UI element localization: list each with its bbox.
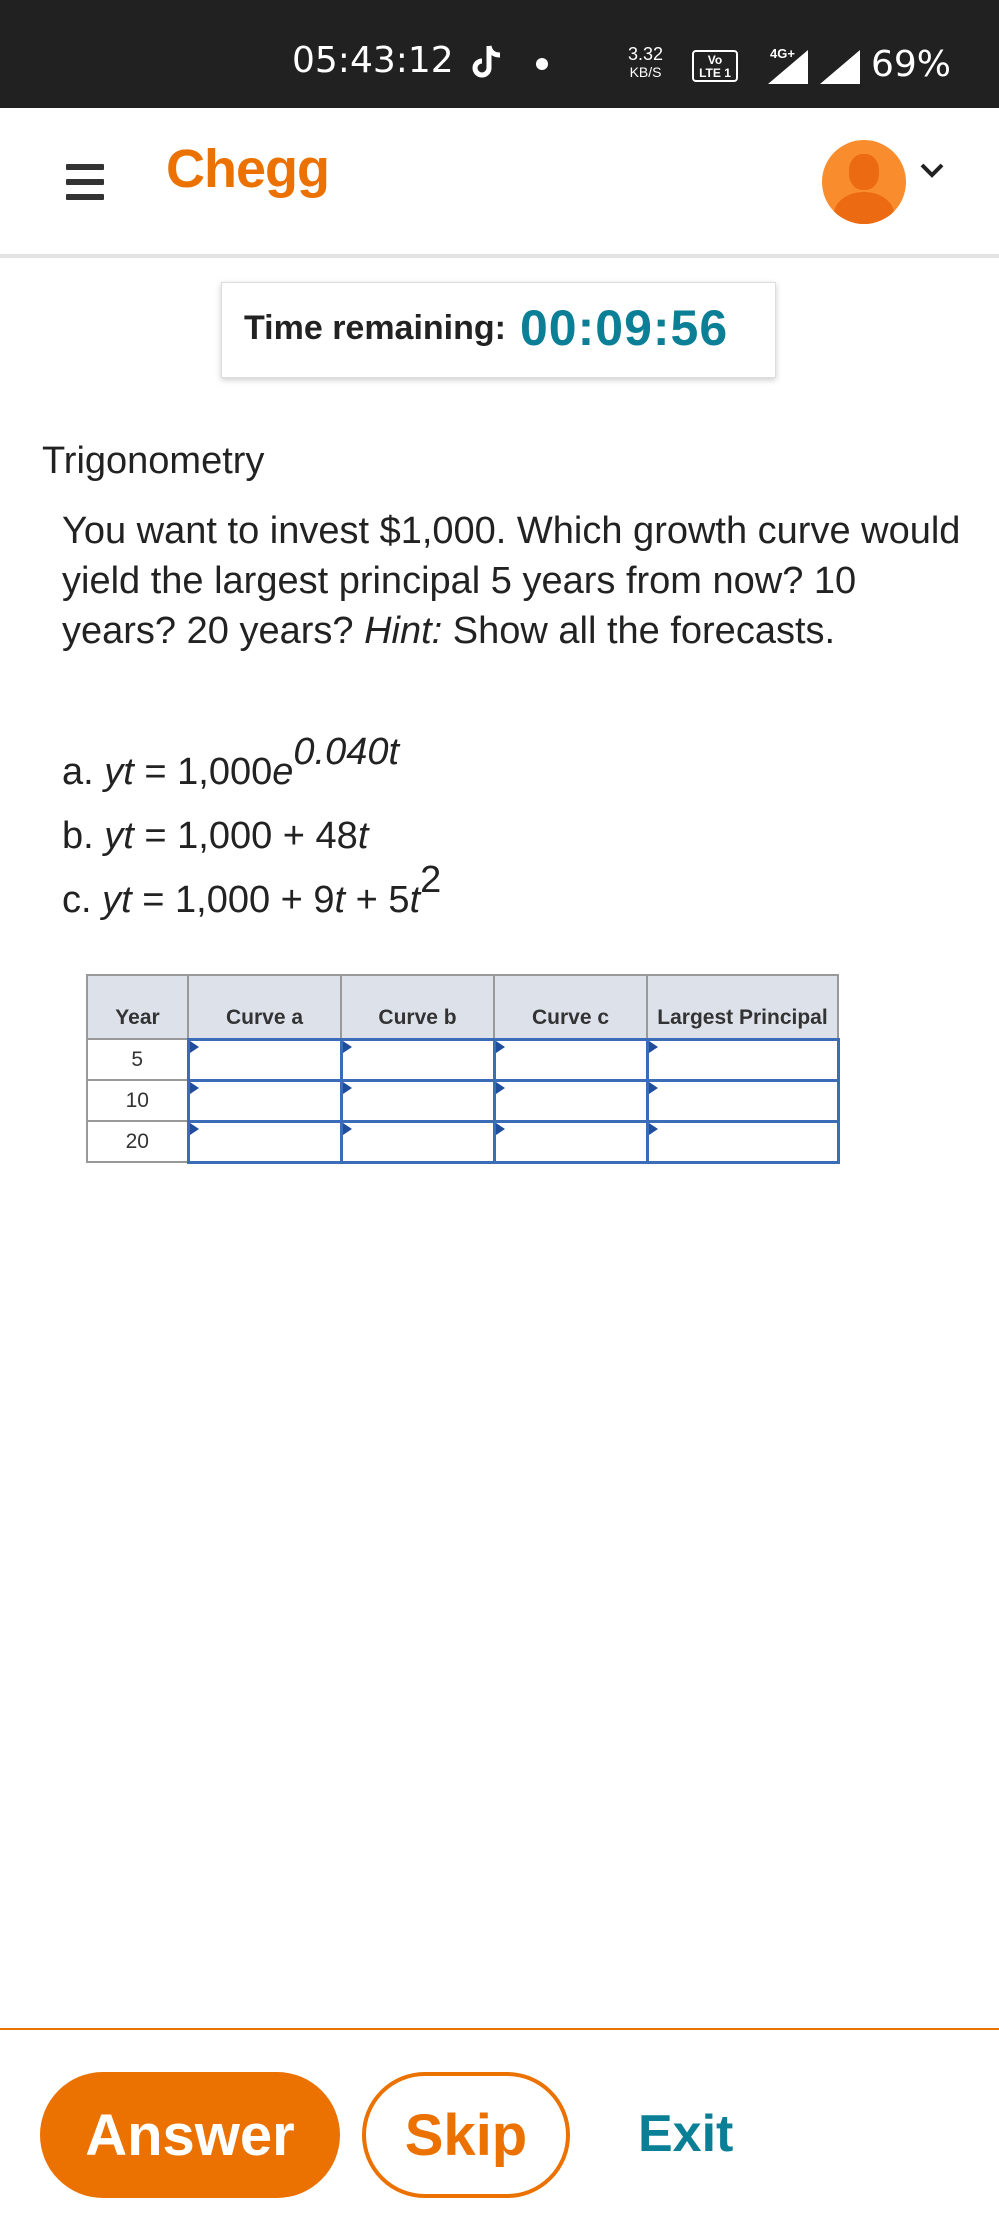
volte-icon: Vo LTE 1 bbox=[692, 50, 738, 82]
year-cell: 10 bbox=[87, 1080, 188, 1121]
header-largest-principal: Largest Principal bbox=[647, 975, 838, 1039]
largest-principal-input[interactable] bbox=[647, 1039, 838, 1080]
header-curve-a: Curve a bbox=[188, 975, 341, 1039]
notification-dot-icon bbox=[536, 58, 548, 70]
skip-button[interactable]: Skip bbox=[362, 2072, 570, 2198]
curve-a-input[interactable] bbox=[188, 1121, 341, 1162]
app-header bbox=[0, 108, 999, 258]
header-curve-c: Curve c bbox=[494, 975, 647, 1039]
option-a: a. yt = 1,000e0.040t bbox=[62, 731, 400, 793]
header-curve-b: Curve b bbox=[341, 975, 494, 1039]
signal-icon bbox=[762, 50, 812, 89]
table-row bbox=[87, 1121, 838, 1162]
avatar[interactable] bbox=[822, 140, 906, 224]
question-text: You want to invest $1,000. Which growth curve would yield the largest principal 5 years from now? 10 years? 20 years? Hint: Show all the forecasts. bbox=[62, 510, 961, 652]
largest-principal-input[interactable] bbox=[647, 1080, 838, 1121]
curve-c-input[interactable] bbox=[494, 1080, 647, 1121]
year-cell: 20 bbox=[87, 1121, 188, 1162]
chevron-down-icon[interactable] bbox=[918, 160, 946, 185]
exit-button[interactable]: Exit bbox=[638, 2105, 734, 2163]
curve-b-input[interactable] bbox=[341, 1121, 494, 1162]
curve-c-input[interactable] bbox=[494, 1121, 647, 1162]
status-bar bbox=[0, 0, 999, 108]
tiktok-icon bbox=[467, 42, 507, 87]
options-list bbox=[62, 731, 442, 932]
curve-a-input[interactable] bbox=[188, 1039, 341, 1080]
status-time: 05:43:12 bbox=[292, 40, 454, 81]
curve-b-input[interactable] bbox=[341, 1039, 494, 1080]
footer-divider bbox=[0, 2028, 999, 2030]
option-b: b. yt = 1,000 + 48t bbox=[62, 815, 369, 857]
hint-label: Hint: bbox=[364, 610, 443, 652]
network-speed: 3.32 KB/S bbox=[628, 44, 664, 80]
timer-box bbox=[221, 282, 776, 378]
table-row bbox=[87, 1039, 838, 1080]
curve-a-input[interactable] bbox=[188, 1080, 341, 1121]
network-type: 4G+ bbox=[770, 46, 795, 61]
chegg-logo[interactable]: Chegg bbox=[166, 139, 329, 199]
curve-c-input[interactable] bbox=[494, 1039, 647, 1080]
battery-level: 69% bbox=[871, 44, 952, 85]
menu-icon[interactable] bbox=[66, 164, 104, 200]
answer-button[interactable]: Answer bbox=[40, 2072, 340, 2198]
answer-table bbox=[86, 974, 840, 1164]
header-year: Year bbox=[87, 975, 188, 1039]
option-c: c. yt = 1,000 + 9t + 5t2 bbox=[62, 859, 442, 921]
timer-label: Time remaining: bbox=[244, 309, 506, 347]
largest-principal-input[interactable] bbox=[647, 1121, 838, 1162]
year-cell: 5 bbox=[87, 1039, 188, 1080]
subject-title: Trigonometry bbox=[42, 440, 265, 482]
table-row bbox=[87, 1080, 838, 1121]
timer-value: 00:09:56 bbox=[520, 300, 729, 356]
table-header-row bbox=[87, 975, 838, 1039]
signal-icon-2 bbox=[818, 50, 862, 89]
curve-b-input[interactable] bbox=[341, 1080, 494, 1121]
